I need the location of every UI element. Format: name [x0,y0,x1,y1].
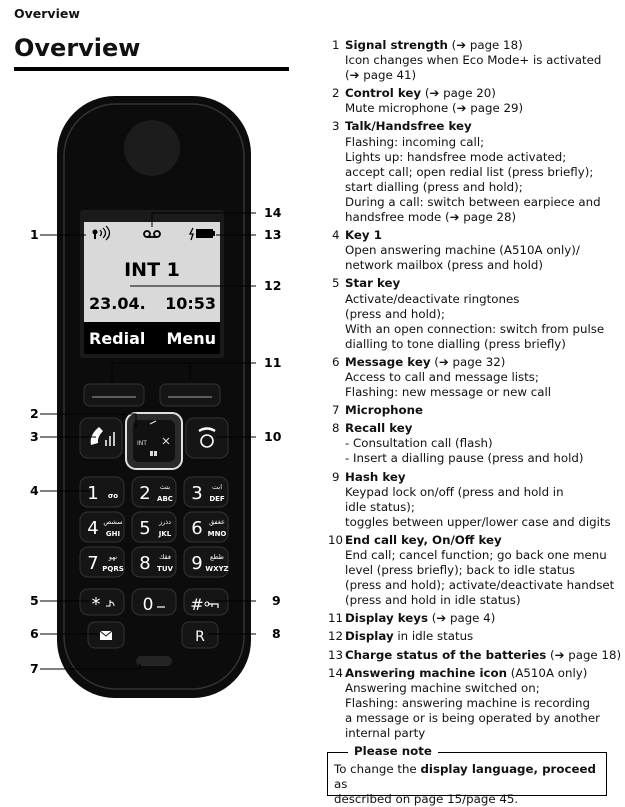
legend-item [332,228,622,273]
legend-ref: in idle status [393,629,474,644]
legend-line: (press and hold); [345,306,445,321]
microphone [136,656,172,666]
callout-5: 5 [30,593,39,608]
legend-ref: (➔ page 32) [430,354,506,369]
callout-6: 6 [30,626,39,641]
key-6-arabic: عغفق [209,518,225,526]
legend-title: Display keys [345,611,428,626]
key-8-digit: 8 [139,553,151,574]
callout-9: 9 [272,593,281,608]
legend-line: Keypad lock on/off (press and hold in [345,484,564,499]
legend-number: 1 [332,38,340,52]
legend-title: Signal strength [345,38,448,52]
title-rule [14,67,289,71]
legend-line: Flashing: incoming call; [345,134,485,149]
legend-ref: (➔ page 18) [447,38,523,52]
legend-number: 4 [332,228,340,243]
running-header: Overview [14,6,80,21]
legend-line: Activate/deactivate ringtones [345,291,520,306]
legend-line: dialling to tone dialling (press briefly) [345,336,566,351]
legend-title: Message key [345,354,431,369]
legend-item [332,119,622,225]
legend-title: Answering machine icon [345,665,507,680]
legend-item [328,532,622,608]
legend-line: network mailbox (press and hold) [345,258,543,273]
note-pre: To change the [334,762,421,776]
legend-title: Microphone [345,403,424,418]
legend-ref: (➔ page 18) [546,647,622,662]
key-1-letters: σο [107,492,119,500]
key-5-digit: 5 [139,518,151,539]
key-3-digit: 3 [191,483,203,504]
legend-ref: (➔ page 4) [427,611,496,626]
key-7-letters: PQRS [102,565,124,573]
legend-ref: (➔ page 20) [421,86,496,101]
legend-title: Hash key [345,469,406,484]
legend-line: - Consultation call (flash) [345,436,493,451]
legend-item [332,403,622,418]
key-3-letters: DEF [209,495,225,503]
note-post: as [334,777,348,791]
zero-key-label: 0 [142,595,154,615]
key-4-digit: 4 [87,518,99,539]
legend-number: 3 [332,119,340,134]
legend-item [332,421,622,466]
legend-number: 14 [328,665,344,680]
softkey-left-label: Redial [89,329,146,348]
talk-key[interactable] [80,418,122,458]
key-1-digit: 1 [87,483,99,504]
end-call-key[interactable] [186,418,228,458]
key-2-letters: ABC [157,495,173,503]
callout-3: 3 [30,429,39,444]
legend-line: handsfree mode (➔ page 28) [345,210,517,225]
legend-line: a message or is being operated by another [345,710,600,725]
legend-number: 2 [332,86,340,101]
legend-line: - Insert a dialling pause (press and hold) [345,451,584,466]
legend-item [328,629,622,644]
legend-line: (➔ page 41) [345,68,417,83]
display-key-right[interactable] [160,384,220,406]
page-title: Overview [14,34,141,62]
callout-13: 13 [264,227,282,242]
handset-diagram [0,80,320,720]
legend-line: Icon changes when Eco Mode+ is activated [345,53,602,68]
note-title: Please note [348,744,438,759]
legend-item [332,38,622,83]
control-int-label: INT [137,440,147,447]
note-bold: display language, proceed [420,762,596,776]
legend-line: accept call; open redial list (press briefly); [345,164,594,179]
legend-title: Control key [345,86,422,101]
key-3-arabic: ابت [212,483,222,491]
display-date: 23.04. [89,294,146,313]
legend-line: (press and hold); activate/deactivate handset [345,578,615,593]
key-5-arabic: دذرز [158,518,172,526]
legend-line: Access to call and message lists; [345,369,539,384]
key-4-arabic: سشص [103,518,123,526]
key-6-digit: 6 [191,518,203,539]
key-4-letters: GHI [105,530,121,538]
callout-8: 8 [272,626,281,641]
key-2-digit: 2 [139,483,151,504]
legend-line: During a call: switch between earpiece and [345,194,601,209]
legend-line: With an open connection: switch from pulse [345,321,605,336]
hash-key-label: # [190,595,204,614]
callout-12: 12 [264,278,282,293]
legend-item [332,355,622,400]
legend-line: Mute microphone (➔ page 29) [345,101,524,116]
legend-number: 10 [328,532,344,547]
legend-line: Open answering machine (A510A only)/ [345,243,580,258]
legend-line: toggles between upper/lower case and digits [345,514,611,529]
star-key[interactable] [80,589,124,615]
key-9-arabic: طظع [210,553,224,561]
key-9-digit: 9 [191,553,203,574]
legend-number: 9 [332,469,340,484]
legend-item [332,276,622,351]
star-key-label: * [91,594,101,615]
callout-7: 7 [30,661,39,676]
callout-14: 14 [264,205,282,220]
legend-list [328,38,622,744]
legend-line: idle status); [345,499,415,514]
callout-1: 1 [30,227,39,242]
key-8-letters: TUV [157,565,173,573]
key-5-letters: JKL [158,530,172,538]
key-9-letters: WXYZ [205,565,229,573]
note-box [327,744,607,806]
legend-line: Flashing: new message or new call [345,385,552,400]
legend-line: internal party [345,726,426,741]
key-7-digit: 7 [87,553,99,574]
legend-item [328,665,622,741]
legend-line: Answering machine switched on; [345,680,540,695]
legend-item [332,86,622,116]
callout-11: 11 [264,355,282,370]
key-8-arabic: فقك [159,553,171,561]
legend-title: Talk/Handsfree key [345,119,472,134]
legend-item [332,470,622,530]
legend-item [328,611,622,626]
legend-title: Star key [345,276,401,291]
key-7-arabic: نهو [108,553,118,561]
legend-line: level (press briefly); back to idle status [345,563,576,578]
display-key-left[interactable] [84,384,144,406]
legend-line: Lights up: handsfree mode activated; [345,149,567,164]
callout-10: 10 [264,429,282,444]
legend-number: 7 [332,403,340,418]
legend-title: End call key, On/Off key [345,532,502,547]
legend-line: start dialling (press and hold); [345,179,523,194]
legend-number: 11 [328,611,344,626]
key-2-arabic: بتث [159,483,171,491]
key-6-letters: MNO [207,530,227,538]
legend-title: Display [345,629,394,644]
legend-title: Charge status of the batteries [345,647,547,662]
callout-2: 2 [30,406,39,421]
recall-key-label: R [195,629,205,645]
keypad [80,477,229,577]
note-line2: described on page 15/page 45. [334,792,519,806]
legend-ref: (A510A only) [507,665,588,680]
legend-number: 5 [332,276,340,291]
legend-number: 13 [328,647,344,662]
earpiece [124,120,180,176]
legend-title: Recall key [345,421,413,436]
legend-number: 8 [332,421,340,436]
legend-line: End call; cancel function; go back one menu [345,548,607,562]
legend-item [328,647,622,663]
note-text [334,762,606,807]
legend-line: Flashing: answering machine is recording [345,695,591,710]
legend-number: 6 [332,354,340,369]
legend-number: 12 [328,629,344,644]
zero-key[interactable] [132,589,176,615]
display-int: INT 1 [124,259,180,281]
legend-title: Key 1 [345,228,382,243]
display-time: 10:53 [165,294,216,313]
softkey-right-label: Menu [166,329,216,348]
legend-line: (press and hold in idle status) [345,593,521,608]
callout-4: 4 [30,483,39,498]
